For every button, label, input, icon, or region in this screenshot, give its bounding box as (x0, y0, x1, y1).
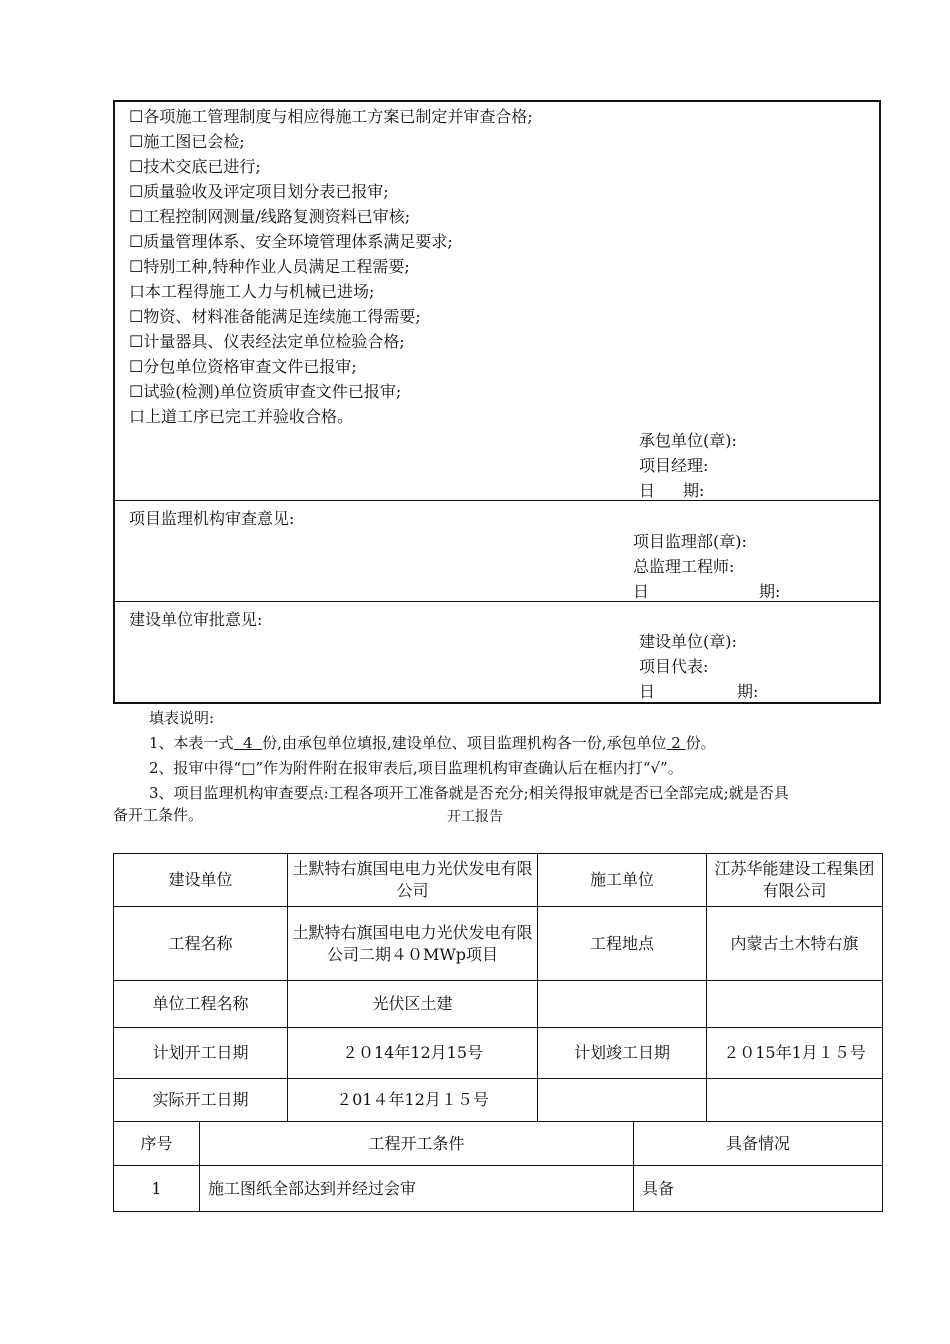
checklist-item: ☐试验(检测)单位资质审查文件已报审; (129, 382, 402, 401)
status-cell: 具备 (634, 1166, 883, 1212)
checklist-item: 口上道工序已完工并验收合格。 (129, 407, 354, 426)
value-cell: 土默特右旗国电电力光伏发电有限公司 (288, 854, 538, 907)
note-1 (149, 732, 716, 754)
table-row (114, 1028, 883, 1079)
table-row (114, 907, 883, 981)
table-row (114, 1079, 883, 1122)
checklist-item: ☐质量管理体系、安全环境管理体系满足要求; (129, 232, 453, 251)
owner-date-label-a: 日 (639, 682, 656, 701)
conditions-table (113, 1121, 883, 1212)
label-cell: 工程地点 (538, 907, 707, 981)
report-title: 开工报告 (447, 809, 503, 825)
checklist-item: ☐施工图已会检; (129, 132, 245, 151)
label-cell: 施工单位 (538, 854, 707, 907)
note-2: 2、报审中得“□”作为附件附在报审表后,项目监理机构审查确认后在框内打“√”。 (149, 759, 683, 777)
approval-form-box (113, 100, 881, 704)
label-cell: 计划开工日期 (114, 1028, 288, 1079)
row-number-cell: 1 (114, 1166, 200, 1212)
owner-opinion-title: 建设单位审批意见: (129, 610, 263, 629)
owner-unit-label: 建设单位(章): (639, 632, 737, 651)
supervision-opinion-title: 项目监理机构审查意见: (129, 509, 295, 528)
header-cell: 具备情况 (634, 1122, 883, 1166)
project-rep-label: 项目代表: (639, 657, 709, 676)
value-cell: ２01４年12月１５号 (288, 1079, 538, 1122)
value-cell: 内蒙古土木特右旗 (707, 907, 883, 981)
value-cell: 光伏区土建 (288, 981, 538, 1028)
supervision-dept-label: 项目监理部(章): (633, 532, 747, 551)
contractor-date-label-b: 期: (683, 481, 705, 500)
label-cell: 建设单位 (114, 854, 288, 907)
checklist-item: ☐各项施工管理制度与相应得施工方案已制定并审查合格; (129, 107, 533, 126)
table-row (114, 1166, 883, 1212)
note-1-part-b: 份,由承包单位填报,建设单位、项目监理机构各一份,承包单位 (262, 734, 667, 752)
report-info-table (113, 853, 883, 1122)
checklist-item: 口本工程得施工人力与机械已进场; (129, 282, 375, 301)
note-1-copies: 4 (233, 734, 263, 752)
note-1-copies2: 2 (666, 734, 686, 752)
checklist-item: ☐特别工种,特种作业人员满足工程需要; (129, 257, 410, 276)
contractor-date-label-a: 日 (639, 481, 656, 500)
notes-heading: 填表说明: (149, 709, 215, 727)
owner-date-label-b: 期: (737, 682, 759, 701)
label-cell: 单位工程名称 (114, 981, 288, 1028)
supervision-date-label-b: 期: (759, 582, 781, 601)
value-cell (707, 981, 883, 1028)
table-row (114, 854, 883, 907)
note-3-line-2: 备开工条件。 (113, 806, 204, 824)
section-divider (115, 500, 879, 501)
checklist-item: ☐技术交底已进行; (129, 157, 261, 176)
supervision-date-label-a: 日 (633, 582, 650, 601)
value-cell: ２０14年12月15号 (288, 1028, 538, 1079)
table-header-row (114, 1122, 883, 1166)
value-cell: 江苏华能建设工程集团有限公司 (707, 854, 883, 907)
checklist-item: ☐物资、材料准备能满足连续施工得需要; (129, 307, 421, 326)
label-cell: 工程名称 (114, 907, 288, 981)
project-manager-label: 项目经理: (639, 456, 709, 475)
table-row (114, 981, 883, 1028)
checklist-item: ☐计量器具、仪表经法定单位检验合格; (129, 332, 405, 351)
label-cell: 实际开工日期 (114, 1079, 288, 1122)
value-cell (707, 1079, 883, 1122)
label-cell: 计划竣工日期 (538, 1028, 707, 1079)
checklist-item: ☐质量验收及评定项目划分表已报审; (129, 182, 389, 201)
header-cell: 工程开工条件 (200, 1122, 634, 1166)
contractor-unit-label: 承包单位(章): (639, 431, 737, 450)
chief-engineer-label: 总监理工程师: (633, 557, 735, 576)
note-1-part-a: 1、本表一式 (149, 734, 234, 752)
label-cell (538, 981, 707, 1028)
value-cell: 土默特右旗国电电力光伏发电有限公司二期４０MWp项目 (288, 907, 538, 981)
section-divider (115, 601, 879, 602)
checklist-item: ☐工程控制网测量/线路复测资料已审核; (129, 207, 411, 226)
checklist-item: ☐分包单位资格审查文件已报审; (129, 357, 357, 376)
note-3-line-1: 3、项目监理机构审查要点:工程各项开工准备就是否充分;相关得报审就是否已全部完成;就是否具 (149, 784, 789, 802)
note-1-part-c: 份。 (685, 734, 716, 752)
condition-cell: 施工图纸全部达到并经过会审 (200, 1166, 634, 1212)
label-cell (538, 1079, 707, 1122)
header-cell: 序号 (114, 1122, 200, 1166)
value-cell: ２０15年1月１５号 (707, 1028, 883, 1079)
